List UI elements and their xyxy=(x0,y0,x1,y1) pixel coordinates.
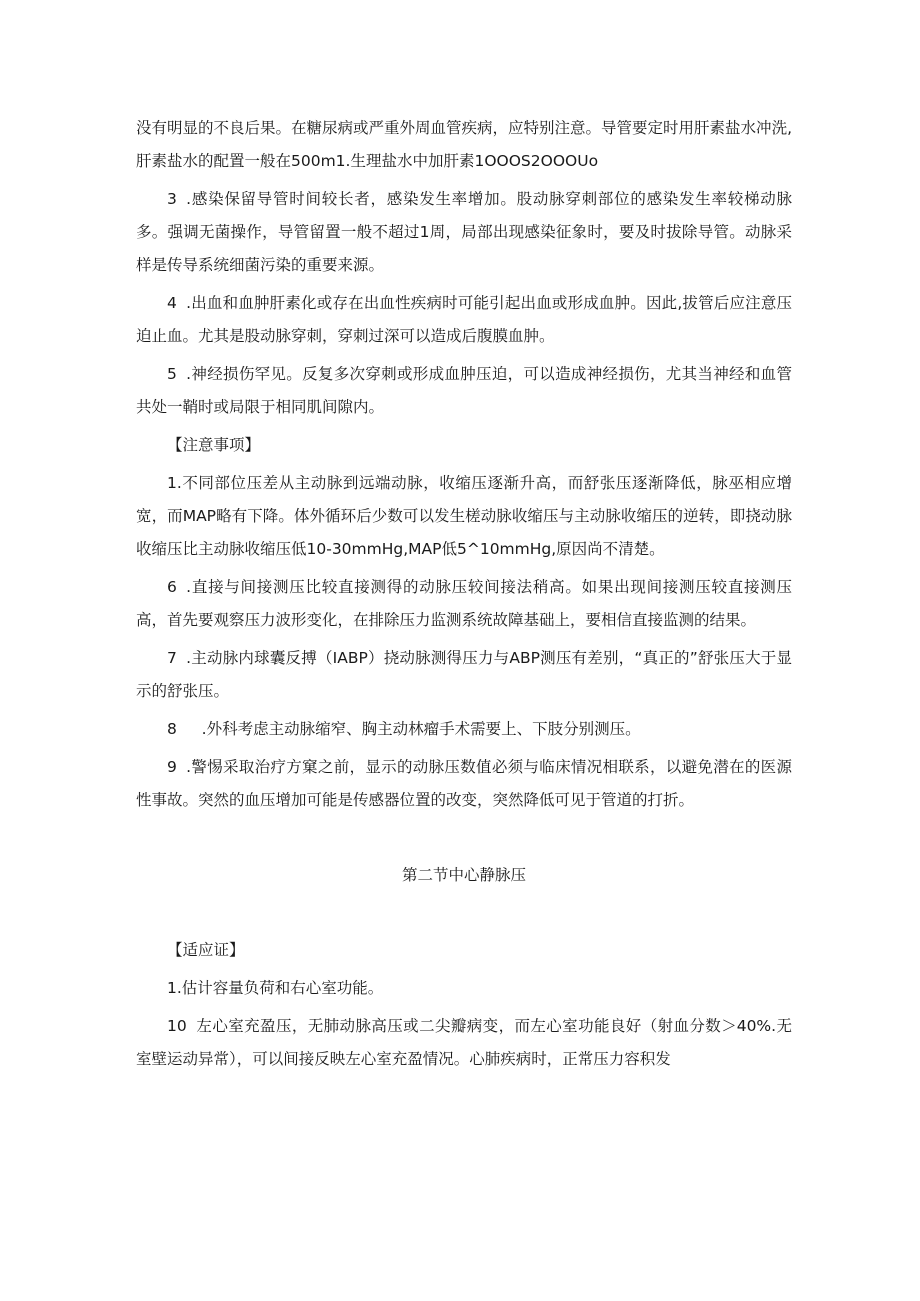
paragraph-i10: 10 左心室充盈压，无肺动脉高压或二尖瓣病变，而左心室功能良好（射血分数＞40%.无室壁运动异常），可以间接反映左心室充盈情况。心肺疾病时，正常压力容积发 xyxy=(136,1017,792,1068)
heading-indications: 【适应证】 xyxy=(167,941,245,959)
paragraph-group-complications xyxy=(136,112,792,424)
paragraph-n9: 9 .警惕采取治疗方窠之前，显示的动脉压数值必须与临床情况相联系，以避免潜在的医源性事故。突然的血压增加可能是传感器位置的改变，突然降低可见于管道的打折。 xyxy=(136,758,792,809)
paragraph-number: 5 xyxy=(167,365,177,383)
heading-notes: 【注意事项】 xyxy=(167,436,261,454)
paragraph-group-notes xyxy=(136,467,792,817)
paragraph-group-indications xyxy=(136,972,792,1076)
paragraph-n7: 7 .主动脉内球囊反搏（IABP）挠动脉测得压力与ABP测压有差别，“真正的”舒张压大于显示的舒张压。 xyxy=(136,649,792,700)
paragraph-number: 6 xyxy=(167,578,177,596)
paragraph-p4: 4 .出血和血肿肝素化或存在出血性疾病时可能引起出血或形成血肿。因此,拔管后应注意压迫止血。尤其是股动脉穿刺，穿刺过深可以造成后腹膜血肿。 xyxy=(136,294,792,345)
paragraph-number: 4 xyxy=(167,294,177,312)
paragraph-n6: 6 .直接与间接测压比较直接测得的动脉压较间接法稍高。如果出现间接测压较直接测压高，首先要观察压力波形变化，在排除压力监测系统故障基础上，要相信直接监测的结果。 xyxy=(136,578,792,629)
section-title: 第二节中心静脉压 xyxy=(401,866,526,884)
paragraph-number: 8 xyxy=(167,720,177,738)
paragraph-number: 9 xyxy=(167,758,177,776)
paragraph-number: 7 xyxy=(167,649,177,667)
paragraph-i1: 1.估计容量负荷和右心室功能。 xyxy=(167,979,384,997)
paragraph-number: 3 xyxy=(167,190,177,208)
paragraph-p5: 5 .神经损伤罕见。反复多次穿刺或形成血肿压迫，可以造成神经损伤，尤其当神经和血管共处一鞘时或局限于相同肌间隙内。 xyxy=(136,365,792,416)
paragraph-number: 10 xyxy=(167,1017,187,1035)
paragraph-p3: 3 .感染保留导管时间较长者，感染发生率增加。股动脉穿刺部位的感染发生率较梯动脉多。强调无菌操作，导管留置一般不超过1周，局部出现感染征象时，要及时拔除导管。动脉采样是传导系统细菌污染的重要来源。 xyxy=(136,190,792,274)
paragraph-n1: 1.不同部位压差从主动脉到远端动脉，收缩压逐渐升高，而舒张压逐渐降低，脉巫相应增宽，而MAP略有下降。体外循环后少数可以发生槎动脉收缩压与主动脉收缩压的逆转，即挠动脉收缩压比主动脉收缩压低10-30mmHg,MAP低5^10mmHg,原因尚不清楚。 xyxy=(136,474,792,558)
document-body xyxy=(136,112,792,1076)
paragraph-n8: 8 .外科考虑主动脉缩窄、胸主动林瘤手术需要上、下肢分别测压。 xyxy=(167,720,641,738)
paragraph-p0: 没有明显的不良后果。在糖尿病或严重外周血管疾病，应特别注意。导管要定时用肝素盐水冲洗,肝素盐水的配置一般在500m1.生理盐水中加肝素1OOOS2OOOUo xyxy=(136,119,792,170)
